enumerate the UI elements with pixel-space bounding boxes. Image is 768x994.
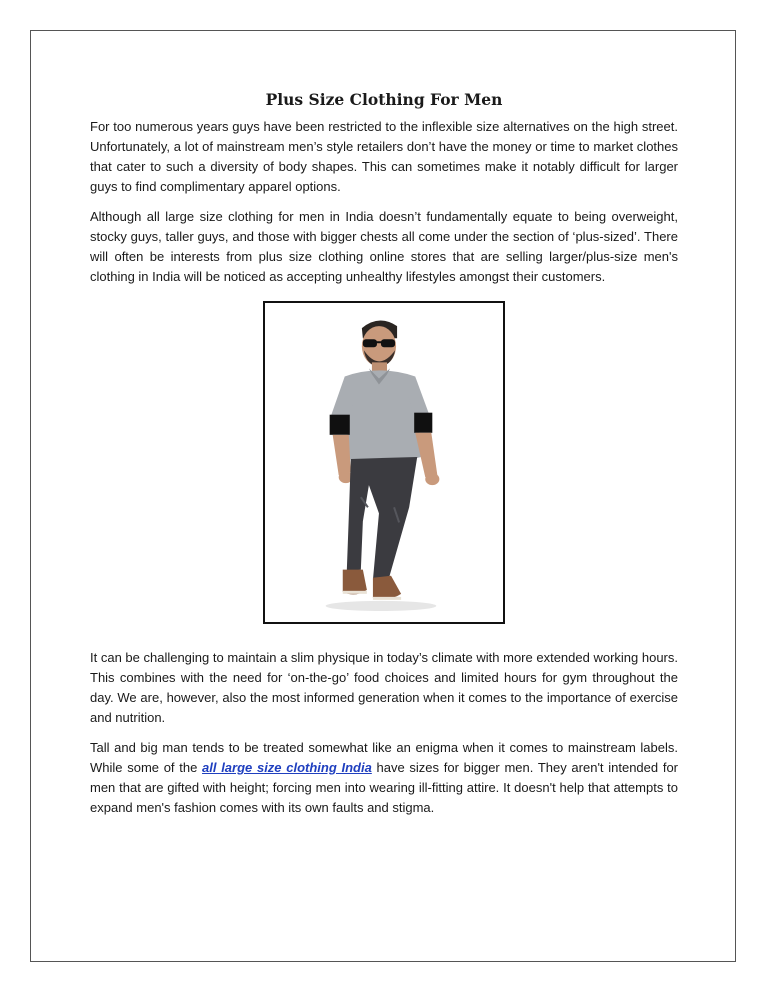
model-photo — [263, 301, 505, 624]
model-photo-illustration — [268, 306, 500, 619]
paragraph-4-text-start: Tall and big man tends to be treated somewhat like an enigma when it comes to mainstream labels. While some of the — [90, 740, 678, 775]
document-body — [90, 90, 678, 828]
paragraph-3: It can be challenging to maintain a slim physique in today’s climate with more extended working hours. This combines with the need for ‘on-the-go’ food choices and limited hours for gym throughout the day. We are, however, also the most informed generation when it comes to the importance of exercise and nutrition. — [90, 650, 678, 725]
page-title: Plus Size Clothing For Men — [265, 90, 503, 109]
paragraph-2: Although all large size clothing for men in India doesn’t fundamentally equate to being overweight, stocky guys, taller guys, and those with bigger chests all come under the section of ‘plus-sized’. There will often be interests from plus size clothing online stores that are selling larger/plus-size men's clothing in India will be noticed as accepting unhealthy lifestyles amongst their customers. — [90, 209, 678, 284]
paragraph-4 — [90, 738, 678, 818]
paragraph-1: For too numerous years guys have been restricted to the inflexible size alternatives on the high street. Unfortunately, a lot of mainstream men’s style retailers don’t have the money or time to market clothes that cater to such a diversity of body shapes. This can sometimes make it notably difficult for larger guys to find complimentary apparel options. — [90, 119, 678, 194]
paragraph-4-text-end: have sizes for bigger men. They aren't intended for men that are gifted with height; forcing men into wearing ill-fitting attire. It doesn't help that attempts to expand men's fashion comes with its own faults and stigma. — [90, 760, 679, 815]
large-size-clothing-link[interactable]: all large size clothing India — [202, 760, 372, 775]
